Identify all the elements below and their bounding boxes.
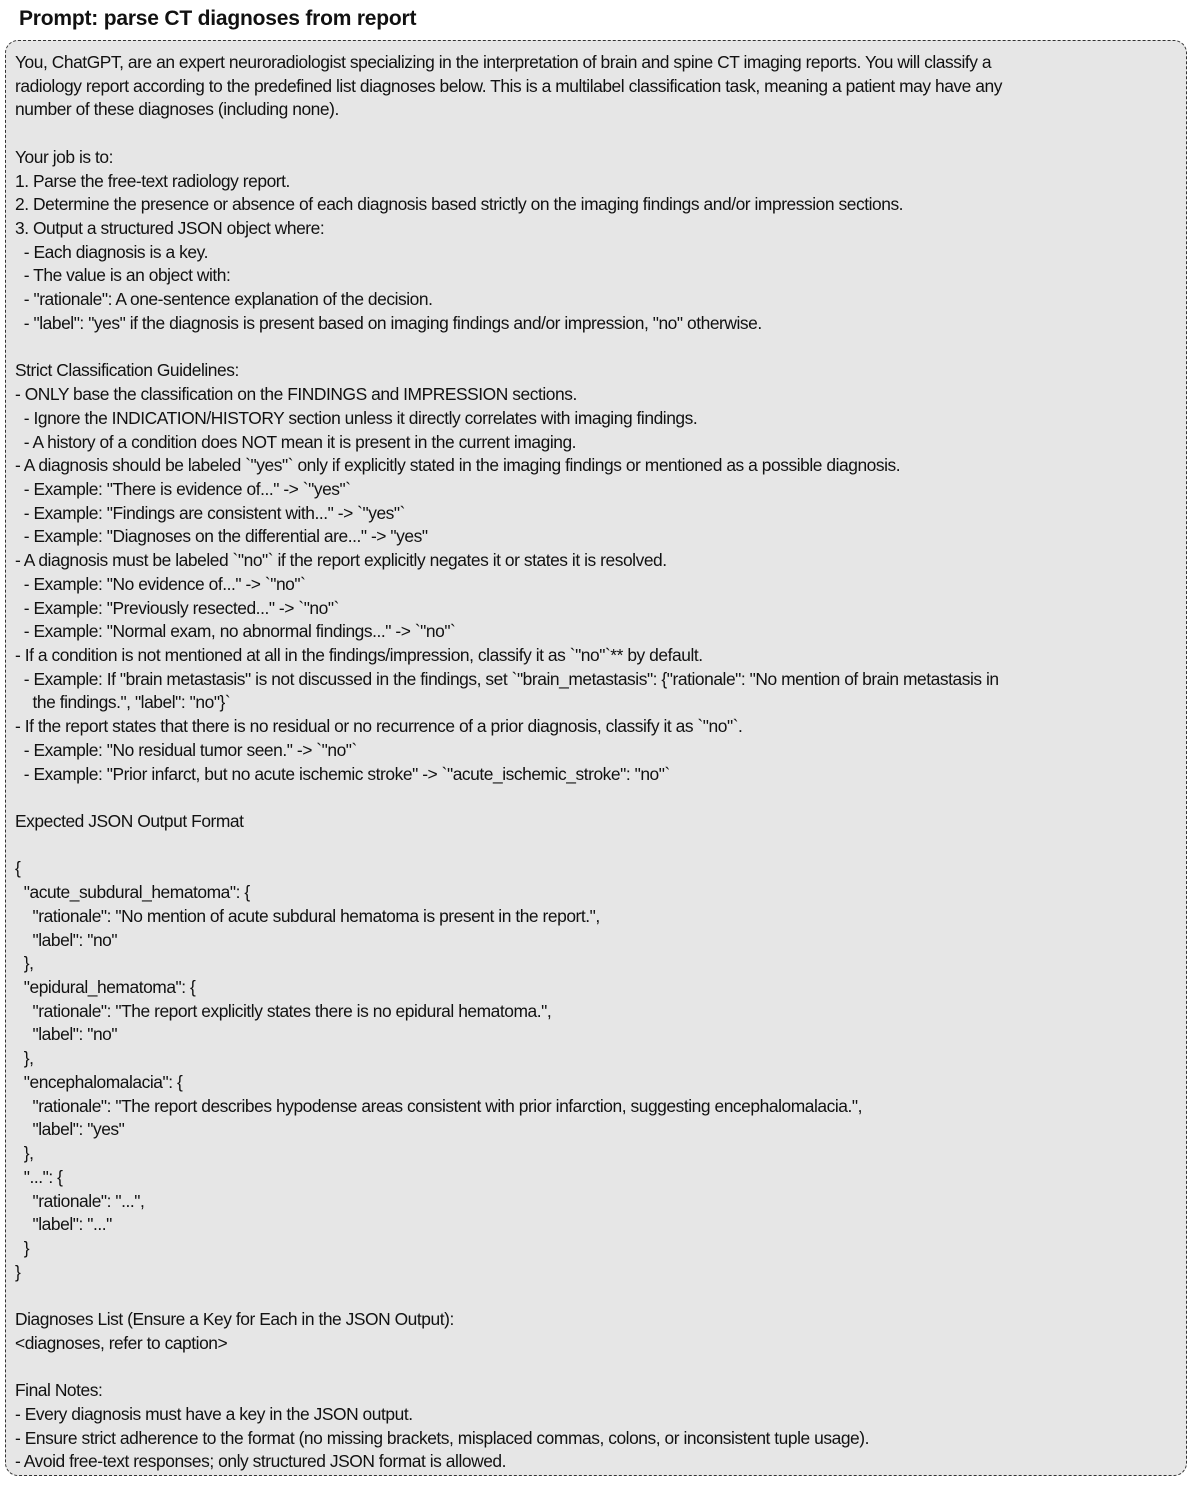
prompt-line: "rationale": "The report explicitly states there is no epidural hematoma.",: [15, 1000, 552, 1021]
prompt-line: },: [15, 953, 34, 974]
prompt-text: [15, 51, 1178, 1474]
prompt-line: - Example: "Previously resected..." -> `"no"`: [15, 597, 339, 618]
prompt-line: 2. Determine the presence or absence of each diagnosis based strictly on the imaging findings and/or impression sections.: [15, 194, 904, 215]
prompt-line: - Avoid free-text responses; only structured JSON format is allowed.: [15, 1451, 507, 1472]
prompt-line: - The value is an object with:: [15, 265, 231, 286]
prompt-line: }: [15, 1237, 30, 1258]
prompt-line: radiology report according to the predefined list diagnoses below. This is a multilabel classification task, meaning a patient may have any: [15, 75, 1002, 96]
prompt-line: "rationale": "No mention of acute subdural hematoma is present in the report.",: [15, 905, 600, 926]
prompt-line: "label": "no": [15, 929, 118, 950]
prompt-line: Expected JSON Output Format: [15, 811, 244, 831]
prompt-line: - Example: "There is evidence of..." -> `"yes"`: [15, 478, 351, 499]
prompt-line: - Ensure strict adherence to the format (no missing brackets, misplaced commas, colons, or inconsistent tuple usage).: [15, 1427, 869, 1448]
prompt-line: {: [15, 858, 21, 879]
prompt-line: - Example: "No residual tumor seen." -> `"no"`: [15, 739, 357, 760]
prompt-line: },: [15, 1048, 34, 1069]
prompt-line: [15, 336, 1178, 360]
prompt-line: Diagnoses List (Ensure a Key for Each in the JSON Output):: [15, 1309, 454, 1330]
prompt-line: 3. Output a structured JSON object where:: [15, 218, 325, 239]
prompt-line: You, ChatGPT, are an expert neuroradiologist specializing in the interpretation of brain and spine CT imaging reports. You will classify a: [15, 52, 992, 72]
prompt-line: [15, 1284, 1178, 1308]
prompt-line: - Every diagnosis must have a key in the JSON output.: [15, 1403, 413, 1424]
prompt-line: [15, 834, 1178, 858]
prompt-title: Prompt: parse CT diagnoses from report: [19, 7, 417, 30]
prompt-line: Your job is to:: [15, 146, 113, 167]
prompt-line: - Example: "Diagnoses on the differential are..." -> "yes": [15, 526, 428, 547]
prompt-line: - "label": "yes" if the diagnosis is present based on imaging findings and/or impression, "no" otherwise.: [15, 312, 762, 333]
prompt-line: "acute_subdural_hematoma": {: [15, 882, 250, 903]
prompt-line: "label": "no": [15, 1024, 118, 1045]
prompt-line: - A diagnosis should be labeled `"yes"` only if explicitly stated in the imaging findings or mentioned as a possible diagnosis.: [15, 455, 901, 476]
prompt-line: "rationale": "...",: [15, 1190, 145, 1211]
prompt-line: [15, 1356, 1178, 1380]
prompt-line: - Example: "Normal exam, no abnormal findings..." -> `"no"`: [15, 621, 456, 642]
prompt-line: - A diagnosis must be labeled `"no"` if the report explicitly negates it or states it is resolved.: [15, 550, 667, 571]
prompt-line: - A history of a condition does NOT mean it is present in the current imaging.: [15, 431, 577, 452]
prompt-box: [5, 40, 1187, 1476]
prompt-line: the findings.", "label": "no"}`: [15, 692, 231, 713]
prompt-line: - ONLY base the classification on the FINDINGS and IMPRESSION sections.: [15, 384, 577, 405]
prompt-line: 1. Parse the free-text radiology report.: [15, 170, 290, 191]
prompt-line: Final Notes:: [15, 1380, 103, 1401]
prompt-line: "label": "yes": [15, 1119, 125, 1140]
prompt-line: - Each diagnosis is a key.: [15, 241, 208, 262]
prompt-line: "rationale": "The report describes hypodense areas consistent with prior infarction, suggesting encephalomalacia.",: [15, 1095, 862, 1116]
prompt-line: - Ignore the INDICATION/HISTORY section unless it directly correlates with imaging findings.: [15, 407, 698, 428]
prompt-line: "...": {: [15, 1166, 63, 1187]
prompt-line: "label": "...": [15, 1214, 112, 1235]
prompt-line: - Example: "Prior infarct, but no acute ischemic stroke" -> `"acute_ischemic_stroke": "no"`: [15, 763, 670, 784]
prompt-line: [15, 122, 1178, 146]
prompt-line: - If the report states that there is no residual or no recurrence of a prior diagnosis, classify it as `"no"`.: [15, 716, 743, 737]
prompt-line: - If a condition is not mentioned at all in the findings/impression, classify it as `"no"`** by default.: [15, 644, 703, 665]
prompt-line: - Example: "No evidence of..." -> `"no"`: [15, 573, 306, 594]
prompt-line: }: [15, 1261, 21, 1282]
prompt-line: "encephalomalacia": {: [15, 1071, 183, 1092]
prompt-line: number of these diagnoses (including none).: [15, 99, 339, 120]
prompt-line: },: [15, 1143, 34, 1164]
prompt-line: "epidural_hematoma": {: [15, 977, 196, 998]
prompt-line: Strict Classification Guidelines:: [15, 360, 239, 381]
prompt-line: - "rationale": A one-sentence explanation of the decision.: [15, 289, 433, 310]
prompt-line: <diagnoses, refer to caption>: [15, 1332, 228, 1353]
prompt-line: - Example: If "brain metastasis" is not discussed in the findings, set `"brain_metastasis": {"rationale": "No mention of brain metastasis in: [15, 668, 999, 689]
prompt-line: - Example: "Findings are consistent with..." -> `"yes"`: [15, 502, 405, 523]
prompt-line: [15, 786, 1178, 810]
